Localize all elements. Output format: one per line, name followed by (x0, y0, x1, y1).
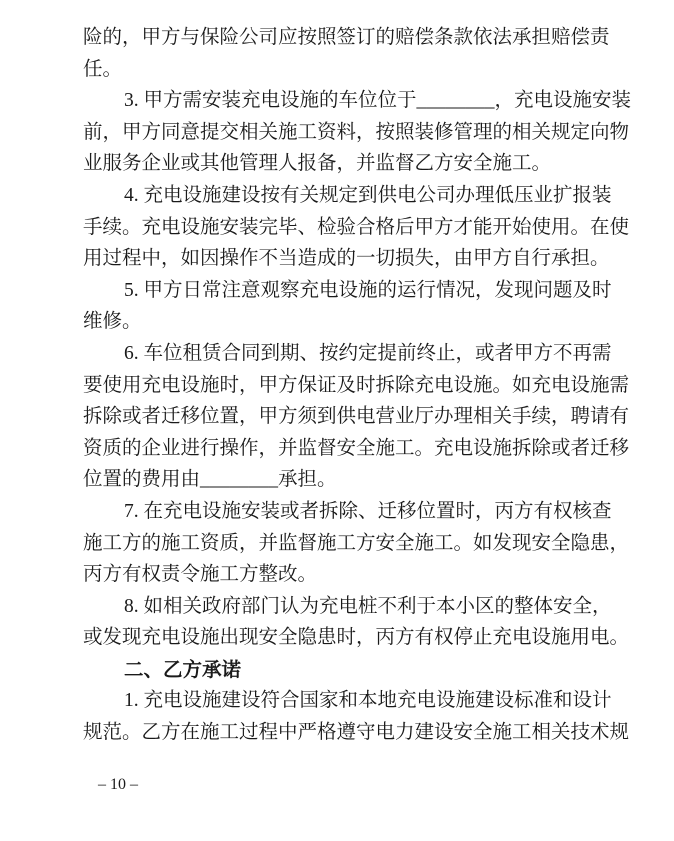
text-line: 丙方有权责令施工方整改。 (83, 564, 318, 586)
text-line: 用过程中，如因操作不当造成的一切损失，由甲方自行承担。 (83, 248, 610, 270)
text-line: 1. 充电设施建设符合国家和本地充电设施建设标准和设计 (124, 690, 612, 712)
text-line: 6. 车位租赁合同到期、按约定提前终止，或者甲方不再需 (124, 342, 612, 364)
text-line: 任。 (83, 58, 123, 80)
text-line: 3. 甲方需安装充电设施的车位位于________，充电设施安装 (124, 90, 632, 112)
text-line: 5. 甲方日常注意观察充电设施的运行情况，发现问题及时 (124, 279, 612, 301)
text-line: 位置的费用由________承担。 (83, 469, 337, 491)
text-line: 4. 充电设施建设按有关规定到供电公司办理低压业扩报装 (124, 184, 612, 206)
text-line: 要使用充电设施时，甲方保证及时拆除充电设施。如充电设施需 (83, 374, 630, 396)
text-line: 7. 在充电设施安装或者拆除、迁移位置时，丙方有权核查 (124, 500, 612, 522)
page-number: – 10 – (98, 776, 138, 793)
text-line: 险的，甲方与保险公司应按照签订的赔偿条款依法承担赔偿责 (83, 27, 610, 48)
text-line: 前，甲方同意提交相关施工资料，按照装修管理的相关规定向物 (83, 121, 630, 143)
text-line: 或发现充电设施出现安全隐患时，丙方有权停止充电设施用电。 (83, 627, 630, 649)
text-line: 业服务企业或其他管理人报备，并监督乙方安全施工。 (83, 153, 552, 175)
document-body (83, 22, 632, 749)
text-line: 施工方的施工资质，并监督施工方安全施工。如发现安全隐患， (83, 532, 630, 554)
text-line: 手续。充电设施安装完毕、检验合格后甲方才能开始使用。在使 (83, 216, 630, 238)
section-heading: 二、乙方承诺 (124, 657, 242, 681)
text-line: 资质的企业进行操作，并监督安全施工。充电设施拆除或者迁移 (83, 437, 630, 459)
text-line: 规范。乙方在施工过程中严格遵守电力建设安全施工相关技术规 (83, 722, 630, 744)
text-line: 维修。 (83, 311, 142, 333)
text-line: 8. 如相关政府部门认为充电桩不利于本小区的整体安全， (124, 595, 612, 617)
text-line: 拆除或者迁移位置，甲方须到供电营业厅办理相关手续，聘请有 (83, 406, 630, 428)
